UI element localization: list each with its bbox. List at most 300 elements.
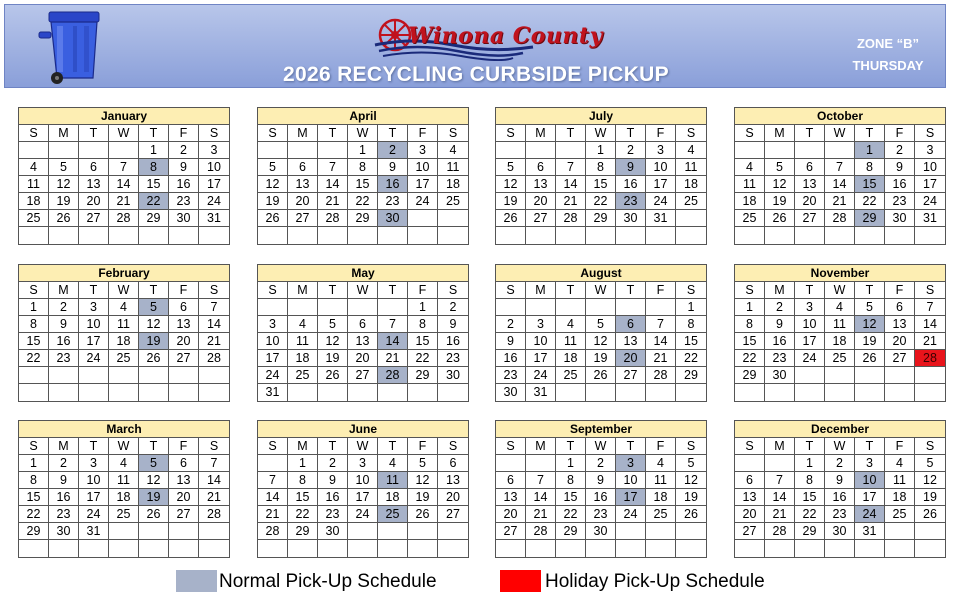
- weekday-header: T: [855, 125, 885, 142]
- weekday-header: S: [676, 438, 706, 455]
- weekday-header: F: [408, 125, 438, 142]
- weekday-header: S: [438, 125, 468, 142]
- day-cell: 21: [526, 506, 556, 523]
- weekday-header: S: [496, 438, 526, 455]
- day-cell: 8: [556, 472, 586, 489]
- weekday-header: S: [496, 125, 526, 142]
- empty-cell: [438, 384, 468, 401]
- day-cell: 17: [79, 333, 109, 350]
- empty-cell: [109, 367, 139, 384]
- day-cell: 26: [139, 350, 169, 367]
- empty-cell: [199, 227, 229, 244]
- pickup-day-cell: 1: [855, 142, 885, 159]
- day-cell: 23: [378, 193, 408, 210]
- day-cell: 23: [765, 350, 795, 367]
- day-cell: 25: [825, 350, 855, 367]
- day-cell: 19: [676, 489, 706, 506]
- day-cell: 9: [496, 333, 526, 350]
- day-cell: 1: [288, 455, 318, 472]
- day-cell: 31: [258, 384, 288, 401]
- day-cell: 5: [318, 316, 348, 333]
- day-cell: 23: [586, 506, 616, 523]
- month-october: [734, 107, 946, 245]
- day-cell: 27: [496, 523, 526, 540]
- day-cell: 13: [438, 472, 468, 489]
- pickup-day-cell: 10: [855, 472, 885, 489]
- day-cell: 9: [378, 159, 408, 176]
- day-cell: 2: [318, 455, 348, 472]
- empty-cell: [765, 384, 795, 401]
- empty-cell: [855, 227, 885, 244]
- day-cell: 26: [258, 210, 288, 227]
- weekday-header: M: [765, 282, 795, 299]
- day-cell: 15: [19, 489, 49, 506]
- day-cell: 20: [288, 193, 318, 210]
- day-cell: 21: [825, 193, 855, 210]
- empty-cell: [825, 227, 855, 244]
- month-title: July: [496, 108, 706, 125]
- day-cell: 21: [378, 350, 408, 367]
- day-cell: 19: [258, 193, 288, 210]
- day-cell: 14: [915, 316, 945, 333]
- day-cell: 24: [79, 506, 109, 523]
- day-cell: 28: [109, 210, 139, 227]
- day-cell: 21: [318, 193, 348, 210]
- day-cell: 31: [646, 210, 676, 227]
- day-cell: 22: [735, 350, 765, 367]
- day-cell: 29: [139, 210, 169, 227]
- day-cell: 25: [19, 210, 49, 227]
- zone-info: [823, 33, 953, 77]
- weekday-header: S: [258, 282, 288, 299]
- weekday-header: F: [169, 438, 199, 455]
- day-cell: 28: [556, 210, 586, 227]
- day-cell: 8: [348, 159, 378, 176]
- empty-cell: [438, 227, 468, 244]
- day-cell: 30: [438, 367, 468, 384]
- holiday-pickup-cell: 28: [915, 350, 945, 367]
- empty-cell: [19, 142, 49, 159]
- weekday-header: S: [19, 125, 49, 142]
- day-cell: 1: [348, 142, 378, 159]
- day-cell: 17: [646, 176, 676, 193]
- weekday-header: T: [616, 438, 646, 455]
- empty-cell: [318, 142, 348, 159]
- pickup-day-cell: 22: [139, 193, 169, 210]
- day-cell: 18: [825, 333, 855, 350]
- month-title: October: [735, 108, 945, 125]
- weekday-header: T: [795, 282, 825, 299]
- day-cell: 6: [526, 159, 556, 176]
- day-cell: 19: [408, 489, 438, 506]
- day-cell: 12: [139, 316, 169, 333]
- day-cell: 10: [408, 159, 438, 176]
- weekday-header: F: [646, 125, 676, 142]
- empty-cell: [258, 299, 288, 316]
- empty-cell: [735, 540, 765, 557]
- day-cell: 19: [586, 350, 616, 367]
- day-cell: 22: [676, 350, 706, 367]
- month-title: June: [258, 421, 468, 438]
- weekday-header: W: [348, 282, 378, 299]
- weekday-header: S: [199, 282, 229, 299]
- day-cell: 17: [915, 176, 945, 193]
- day-cell: 11: [676, 159, 706, 176]
- day-cell: 12: [915, 472, 945, 489]
- empty-cell: [496, 299, 526, 316]
- day-cell: 9: [49, 472, 79, 489]
- weekday-header: W: [109, 282, 139, 299]
- empty-cell: [288, 384, 318, 401]
- month-april: [257, 107, 469, 245]
- empty-cell: [885, 384, 915, 401]
- day-cell: 8: [676, 316, 706, 333]
- month-grid: [496, 282, 706, 401]
- pickup-day-cell: 2: [378, 142, 408, 159]
- empty-cell: [288, 227, 318, 244]
- empty-cell: [735, 227, 765, 244]
- day-cell: 13: [348, 333, 378, 350]
- weekday-header: T: [795, 125, 825, 142]
- empty-cell: [646, 523, 676, 540]
- day-cell: 3: [855, 455, 885, 472]
- day-cell: 22: [19, 506, 49, 523]
- day-cell: 27: [526, 210, 556, 227]
- empty-cell: [169, 367, 199, 384]
- weekday-header: T: [139, 282, 169, 299]
- pickup-day-cell: 28: [378, 367, 408, 384]
- day-cell: 23: [885, 193, 915, 210]
- day-cell: 23: [825, 506, 855, 523]
- day-cell: 6: [735, 472, 765, 489]
- pickup-day-cell: 30: [378, 210, 408, 227]
- empty-cell: [79, 227, 109, 244]
- day-cell: 4: [646, 455, 676, 472]
- day-cell: 14: [258, 489, 288, 506]
- empty-cell: [288, 299, 318, 316]
- day-cell: 10: [79, 316, 109, 333]
- day-cell: 19: [496, 193, 526, 210]
- day-cell: 3: [258, 316, 288, 333]
- legend-holiday-swatch: [500, 570, 541, 592]
- day-cell: 21: [556, 193, 586, 210]
- weekday-header: T: [616, 125, 646, 142]
- day-cell: 29: [676, 367, 706, 384]
- day-cell: 2: [49, 455, 79, 472]
- day-cell: 22: [288, 506, 318, 523]
- day-cell: 4: [109, 299, 139, 316]
- empty-cell: [438, 523, 468, 540]
- day-cell: 2: [885, 142, 915, 159]
- pickup-day-cell: 3: [616, 455, 646, 472]
- day-cell: 25: [646, 506, 676, 523]
- weekday-header: S: [496, 282, 526, 299]
- day-cell: 15: [408, 333, 438, 350]
- pickup-day-cell: 23: [616, 193, 646, 210]
- pickup-day-cell: 15: [855, 176, 885, 193]
- weekday-header: F: [646, 282, 676, 299]
- weekday-header: T: [139, 438, 169, 455]
- weekday-header: S: [676, 125, 706, 142]
- day-cell: 12: [258, 176, 288, 193]
- day-cell: 3: [795, 299, 825, 316]
- weekday-header: S: [258, 125, 288, 142]
- day-cell: 1: [19, 455, 49, 472]
- day-cell: 18: [885, 489, 915, 506]
- pickup-day-cell: 20: [616, 350, 646, 367]
- empty-cell: [318, 540, 348, 557]
- weekday-header: W: [109, 438, 139, 455]
- month-june: [257, 420, 469, 558]
- month-august: [495, 264, 707, 402]
- weekday-header: M: [288, 438, 318, 455]
- day-cell: 26: [765, 210, 795, 227]
- empty-cell: [378, 523, 408, 540]
- weekday-header: W: [825, 282, 855, 299]
- empty-cell: [49, 384, 79, 401]
- weekday-header: T: [79, 125, 109, 142]
- day-cell: 13: [616, 333, 646, 350]
- day-cell: 4: [19, 159, 49, 176]
- day-cell: 29: [795, 523, 825, 540]
- empty-cell: [676, 210, 706, 227]
- empty-cell: [109, 540, 139, 557]
- empty-cell: [408, 384, 438, 401]
- day-cell: 27: [438, 506, 468, 523]
- day-cell: 14: [646, 333, 676, 350]
- day-cell: 22: [795, 506, 825, 523]
- day-cell: 18: [646, 489, 676, 506]
- day-cell: 21: [646, 350, 676, 367]
- empty-cell: [139, 523, 169, 540]
- empty-cell: [496, 455, 526, 472]
- day-cell: 9: [49, 316, 79, 333]
- empty-cell: [735, 142, 765, 159]
- day-cell: 4: [885, 455, 915, 472]
- weekday-header: W: [348, 438, 378, 455]
- empty-cell: [855, 384, 885, 401]
- weekday-header: S: [735, 282, 765, 299]
- month-title: February: [19, 265, 229, 282]
- weekday-header: T: [795, 438, 825, 455]
- weekday-header: W: [586, 125, 616, 142]
- day-cell: 28: [646, 367, 676, 384]
- empty-cell: [496, 540, 526, 557]
- empty-cell: [795, 227, 825, 244]
- day-cell: 12: [408, 472, 438, 489]
- empty-cell: [348, 540, 378, 557]
- empty-cell: [496, 142, 526, 159]
- day-cell: 7: [556, 159, 586, 176]
- day-cell: 6: [169, 455, 199, 472]
- day-cell: 18: [556, 350, 586, 367]
- day-cell: 7: [199, 299, 229, 316]
- month-title: May: [258, 265, 468, 282]
- day-cell: 6: [79, 159, 109, 176]
- day-cell: 8: [408, 316, 438, 333]
- day-cell: 16: [169, 176, 199, 193]
- pickup-day-cell: 24: [855, 506, 885, 523]
- pickup-day-cell: 17: [616, 489, 646, 506]
- weekday-header: M: [526, 282, 556, 299]
- weekday-header: W: [825, 125, 855, 142]
- empty-cell: [526, 299, 556, 316]
- empty-cell: [139, 540, 169, 557]
- day-cell: 10: [79, 472, 109, 489]
- day-cell: 1: [408, 299, 438, 316]
- day-cell: 11: [109, 472, 139, 489]
- day-cell: 12: [496, 176, 526, 193]
- day-cell: 25: [288, 367, 318, 384]
- weekday-header: T: [616, 282, 646, 299]
- day-cell: 28: [258, 523, 288, 540]
- day-cell: 4: [825, 299, 855, 316]
- empty-cell: [795, 142, 825, 159]
- month-grid: [496, 125, 706, 244]
- day-cell: 14: [556, 176, 586, 193]
- day-cell: 1: [795, 455, 825, 472]
- weekday-header: T: [556, 282, 586, 299]
- legend-holiday-label: Holiday Pick-Up Schedule: [545, 571, 765, 592]
- day-cell: 4: [378, 455, 408, 472]
- day-cell: 2: [49, 299, 79, 316]
- day-cell: 29: [19, 523, 49, 540]
- month-grid: [258, 125, 468, 244]
- day-cell: 24: [646, 193, 676, 210]
- day-cell: 9: [825, 472, 855, 489]
- empty-cell: [586, 299, 616, 316]
- day-cell: 9: [765, 316, 795, 333]
- day-cell: 15: [735, 333, 765, 350]
- day-cell: 17: [526, 350, 556, 367]
- day-cell: 30: [586, 523, 616, 540]
- pickup-day-cell: 12: [855, 316, 885, 333]
- day-cell: 16: [49, 489, 79, 506]
- day-cell: 6: [496, 472, 526, 489]
- empty-cell: [19, 227, 49, 244]
- day-cell: 15: [139, 176, 169, 193]
- day-cell: 22: [19, 350, 49, 367]
- day-cell: 1: [139, 142, 169, 159]
- day-cell: 16: [438, 333, 468, 350]
- weekday-header: M: [765, 125, 795, 142]
- day-cell: 26: [49, 210, 79, 227]
- empty-cell: [735, 455, 765, 472]
- empty-cell: [49, 540, 79, 557]
- day-cell: 7: [109, 159, 139, 176]
- day-cell: 31: [915, 210, 945, 227]
- empty-cell: [169, 540, 199, 557]
- day-cell: 1: [735, 299, 765, 316]
- day-cell: 21: [109, 193, 139, 210]
- empty-cell: [526, 142, 556, 159]
- day-cell: 10: [795, 316, 825, 333]
- day-cell: 7: [526, 472, 556, 489]
- day-cell: 19: [915, 489, 945, 506]
- day-cell: 30: [318, 523, 348, 540]
- day-cell: 23: [49, 506, 79, 523]
- pickup-day-cell: 14: [378, 333, 408, 350]
- empty-cell: [556, 540, 586, 557]
- month-grid: [258, 282, 468, 401]
- day-cell: 26: [318, 367, 348, 384]
- weekday-header: F: [169, 282, 199, 299]
- day-cell: 30: [885, 210, 915, 227]
- month-title: September: [496, 421, 706, 438]
- empty-cell: [915, 540, 945, 557]
- day-cell: 11: [19, 176, 49, 193]
- day-cell: 11: [556, 333, 586, 350]
- weekday-header: T: [556, 438, 586, 455]
- day-cell: 19: [49, 193, 79, 210]
- empty-cell: [526, 227, 556, 244]
- empty-cell: [199, 384, 229, 401]
- day-cell: 28: [199, 506, 229, 523]
- day-cell: 3: [646, 142, 676, 159]
- empty-cell: [885, 540, 915, 557]
- month-title: March: [19, 421, 229, 438]
- empty-cell: [496, 227, 526, 244]
- day-cell: 2: [825, 455, 855, 472]
- day-cell: 8: [855, 159, 885, 176]
- day-cell: 15: [348, 176, 378, 193]
- day-cell: 29: [586, 210, 616, 227]
- empty-cell: [586, 227, 616, 244]
- day-cell: 25: [676, 193, 706, 210]
- day-cell: 6: [288, 159, 318, 176]
- day-cell: 12: [49, 176, 79, 193]
- empty-cell: [348, 523, 378, 540]
- day-cell: 25: [109, 506, 139, 523]
- day-cell: 25: [885, 506, 915, 523]
- empty-cell: [79, 142, 109, 159]
- day-cell: 15: [586, 176, 616, 193]
- day-cell: 29: [408, 367, 438, 384]
- month-title: April: [258, 108, 468, 125]
- empty-cell: [19, 540, 49, 557]
- day-cell: 19: [855, 333, 885, 350]
- day-cell: 5: [496, 159, 526, 176]
- day-cell: 16: [825, 489, 855, 506]
- day-cell: 28: [825, 210, 855, 227]
- empty-cell: [646, 299, 676, 316]
- day-cell: 11: [735, 176, 765, 193]
- pickup-day-cell: 8: [139, 159, 169, 176]
- day-cell: 5: [676, 455, 706, 472]
- day-cell: 18: [378, 489, 408, 506]
- zone-label: ZONE “B”: [856, 36, 920, 51]
- weekday-header: T: [855, 438, 885, 455]
- day-cell: 10: [646, 159, 676, 176]
- pickup-day-cell: 9: [616, 159, 646, 176]
- day-cell: 14: [825, 176, 855, 193]
- empty-cell: [49, 367, 79, 384]
- day-cell: 13: [288, 176, 318, 193]
- empty-cell: [825, 367, 855, 384]
- pickup-day-cell: 16: [378, 176, 408, 193]
- day-cell: 31: [526, 384, 556, 401]
- empty-cell: [79, 384, 109, 401]
- empty-cell: [676, 227, 706, 244]
- weekday-header: M: [526, 125, 556, 142]
- day-cell: 2: [438, 299, 468, 316]
- empty-cell: [646, 227, 676, 244]
- day-cell: 24: [526, 367, 556, 384]
- month-grid: [19, 125, 229, 244]
- empty-cell: [438, 210, 468, 227]
- day-cell: 19: [318, 350, 348, 367]
- month-november: [734, 264, 946, 402]
